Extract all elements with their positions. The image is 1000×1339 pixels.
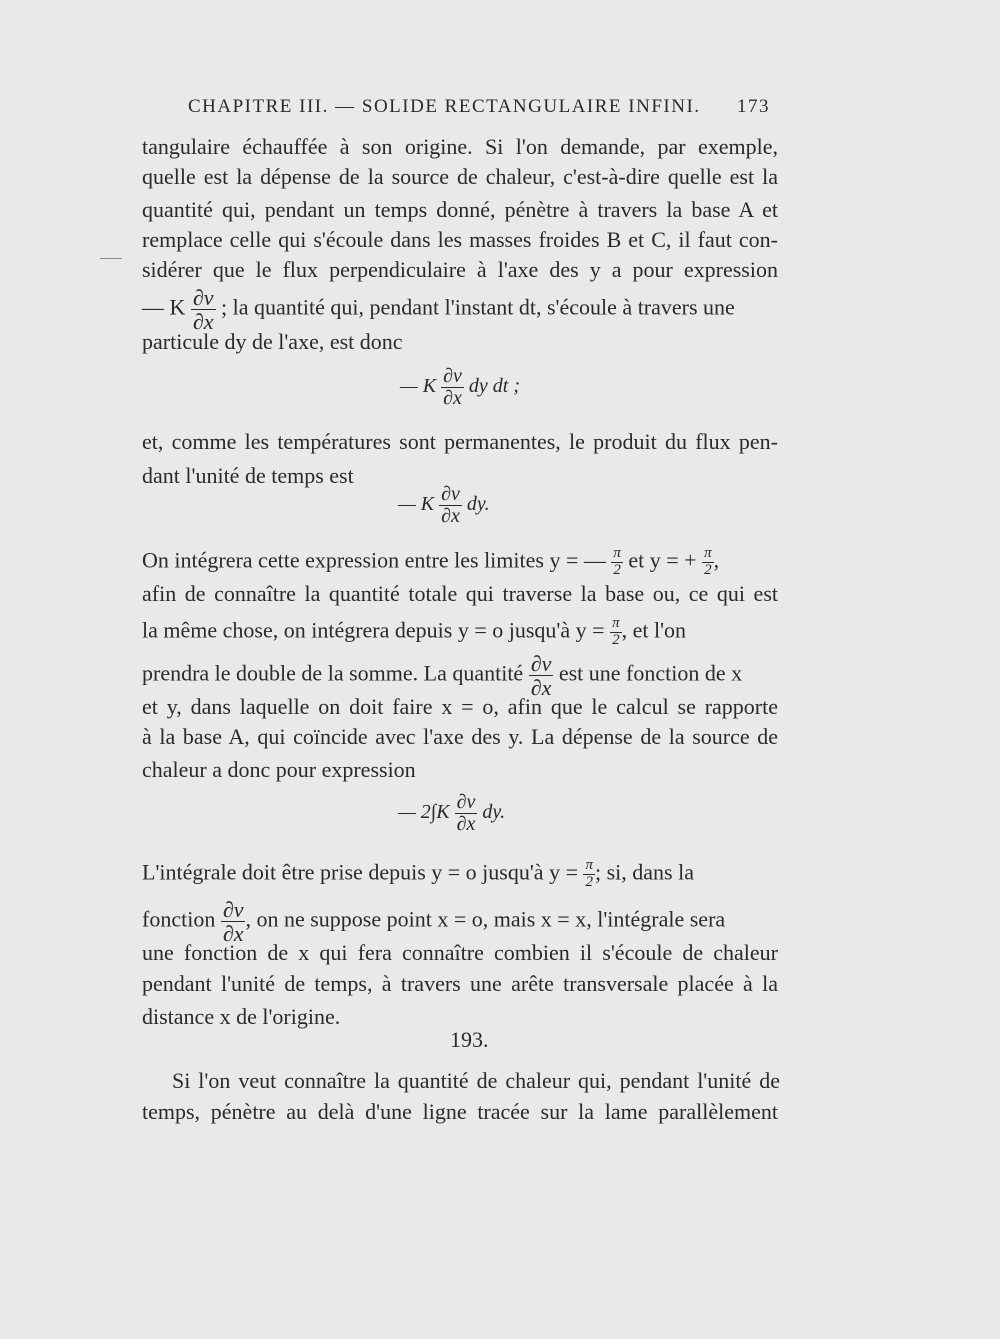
text-line: distance x de l'origine. bbox=[142, 1004, 341, 1029]
text-line-with-fractions: On intégrera cette expression entre les limites y = — $\frac{\pi}{2}$ et y = + $\frac{\pi}{2}$ , bbox=[142, 545, 720, 578]
page-number: 173 bbox=[737, 96, 770, 117]
fraction-dv-dx: $\frac{\partial v}{\partial x}$ bbox=[222, 897, 244, 947]
text-line: temps, pénètre au delà d'une ligne tracée sur la lame parallèlement bbox=[142, 1099, 778, 1124]
equation-3: — 2∫K $\frac{\partial v}{\partial x}$ dy. bbox=[398, 791, 506, 835]
text-line-with-fraction: — K $\frac{\partial v}{\partial x}$ ; la quantité qui, pendant l'instant dt, s'écoule à travers une bbox=[142, 285, 735, 335]
text-line-with-fraction: fonction $\frac{\partial v}{\partial x}$ , on ne suppose point x = o, mais x = x, l'intégrale sera bbox=[142, 897, 726, 947]
text-line-with-fraction: L'intégrale doit être prise depuis y = o jusqu'à y = $\frac{\pi}{2}$ ; si, dans la bbox=[142, 857, 694, 890]
text-line: une fonction de x qui fera connaître combien il s'écoule de chaleur bbox=[142, 940, 778, 965]
text-line: quantité qui, pendant un temps donné, pénètre à travers la base A et bbox=[142, 197, 778, 222]
text-line: sidérer que le flux perpendiculaire à l'axe des y a pour expression bbox=[142, 257, 778, 282]
text-line: et y, dans laquelle on doit faire x = o, afin que le calcul se rapporte bbox=[142, 694, 778, 719]
text-line-with-fraction: la même chose, on intégrera depuis y = o jusqu'à y = $\frac{\pi}{2}$ , et l'on bbox=[142, 615, 687, 648]
fraction-pi-2: $\frac{\pi}{2}$ bbox=[585, 857, 593, 890]
fraction-pi-2: $\frac{\pi}{2}$ bbox=[613, 545, 621, 578]
text-line: tangulaire échauffée à son origine. Si l'on demande, par exemple, bbox=[142, 134, 778, 159]
chapter-title: CHAPITRE III. — SOLIDE RECTANGULAIRE INFINI. bbox=[188, 96, 701, 117]
text-line: et, comme les températures sont permanentes, le produit du flux pen- bbox=[142, 429, 778, 454]
running-header bbox=[188, 96, 770, 118]
text-line: quelle est la dépense de la source de chaleur, c'est-à-dire quelle est la bbox=[142, 164, 778, 189]
text-line: pendant l'unité de temps, à travers une arête transversale placée à la bbox=[142, 971, 778, 996]
margin-mark bbox=[100, 258, 122, 259]
text-line-with-fraction: prendra le double de la somme. La quantité $\frac{\partial v}{\partial x}$ est une fonction de x bbox=[142, 651, 743, 701]
text-line: particule dy de l'axe, est donc bbox=[142, 329, 403, 354]
text-line: chaleur a donc pour expression bbox=[142, 757, 416, 782]
fraction-pi-2: $\frac{\pi}{2}$ bbox=[704, 545, 712, 578]
fraction-dv-dx: $\frac{\partial v}{\partial x}$ bbox=[441, 483, 460, 527]
fraction-dv-dx: $\frac{\partial v}{\partial x}$ bbox=[456, 791, 476, 835]
fraction-dv-dx: $\frac{\partial v}{\partial x}$ bbox=[443, 365, 462, 409]
text-line: à la base A, qui coïncide avec l'axe des y. La dépense de la source de bbox=[142, 724, 778, 749]
equation-1: — K $\frac{\partial v}{\partial x}$ dy dt ; bbox=[400, 365, 520, 409]
fraction-dv-dx: $\frac{\partial v}{\partial x}$ bbox=[530, 651, 552, 701]
text-line: remplace celle qui s'écoule dans les masses froides B et C, il faut con- bbox=[142, 227, 778, 252]
text-line: afin de connaître la quantité totale qui traverse la base ou, ce qui est bbox=[142, 581, 778, 606]
text-line: Si l'on veut connaître la quantité de chaleur qui, pendant l'unité de bbox=[172, 1068, 780, 1093]
fraction-dv-dx: $\frac{\partial v}{\partial x}$ bbox=[192, 285, 214, 335]
equation-2: — K $\frac{\partial v}{\partial x}$ dy. bbox=[398, 483, 490, 527]
text-line: dant l'unité de temps est bbox=[142, 463, 354, 488]
section-number: 193. bbox=[450, 1027, 489, 1052]
fraction-pi-2: $\frac{\pi}{2}$ bbox=[612, 615, 620, 648]
